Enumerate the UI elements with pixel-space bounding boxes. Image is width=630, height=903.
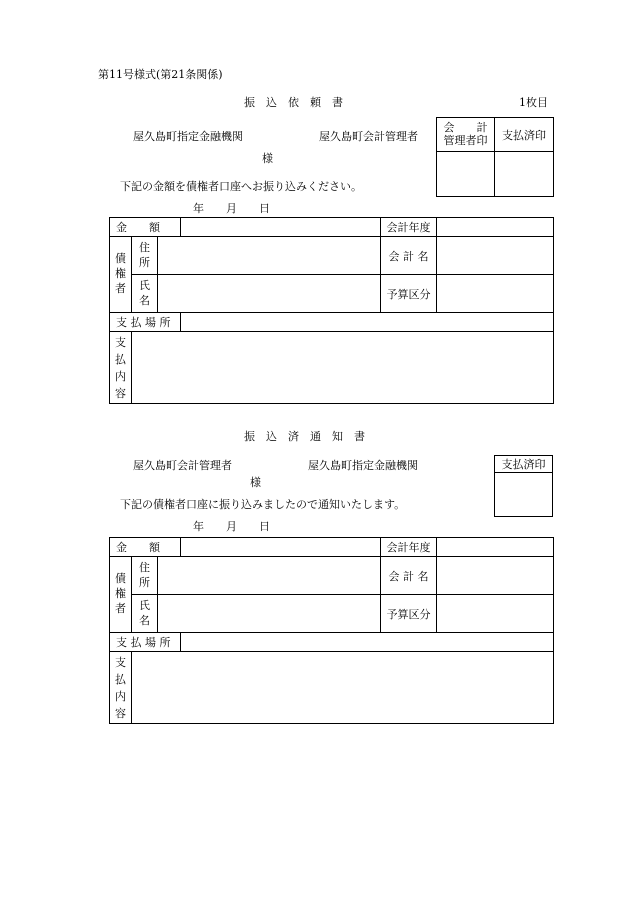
notice-account-name-label: 会 計 名 — [381, 557, 437, 595]
request-sender-manager: 屋久島町会計管理者 — [319, 130, 418, 143]
notice-amount-label: 金 額 — [110, 538, 181, 557]
name-field[interactable] — [158, 275, 381, 313]
form-number: 第11号様式(第21条関係) — [98, 68, 223, 81]
notice-fiscal-year-label: 会計年度 — [381, 538, 437, 557]
amount-label: 金 額 — [110, 218, 181, 237]
amount-field[interactable] — [181, 218, 381, 237]
account-name-field[interactable] — [437, 237, 554, 275]
notice-sender-bank: 屋久島町指定金融機関 — [308, 459, 418, 472]
request-body-text: 下記の金額を債権者口座へお振り込みください。 — [120, 180, 362, 193]
notice-honorific: 様 — [250, 476, 261, 489]
notice-budget-class-label: 予算区分 — [381, 595, 437, 633]
request-stamp-boxes — [436, 117, 554, 197]
notice-detail-table — [109, 537, 554, 724]
fiscal-year-label: 会計年度 — [381, 218, 437, 237]
notice-addressee-manager: 屋久島町会計管理者 — [133, 459, 232, 472]
address-field[interactable] — [158, 237, 381, 275]
notice-amount-field[interactable] — [181, 538, 381, 557]
request-title: 振 込 依 頼 書 — [244, 96, 343, 109]
request-paid-seal-label: 支払済印 — [495, 118, 554, 152]
notice-name-field[interactable] — [158, 595, 381, 633]
request-addressee-bank: 屋久島町指定金融機関 — [133, 130, 243, 143]
payment-content-field[interactable] — [132, 332, 554, 404]
notice-body-text: 下記の債権者口座に振り込みましたので通知いたします。 — [120, 498, 406, 511]
notice-title: 振 込 済 通 知 書 — [244, 430, 365, 443]
accounting-manager-seal-box[interactable] — [437, 152, 495, 197]
request-date: 年 月 日 — [193, 202, 270, 215]
notice-address-field[interactable] — [158, 557, 381, 595]
notice-payment-place-label: 支 払 場 所 — [110, 633, 181, 652]
notice-payment-content-field[interactable] — [132, 652, 554, 724]
payment-content-label: 支 払 内 容 — [110, 332, 132, 404]
notice-account-name-field[interactable] — [437, 557, 554, 595]
name-label: 氏 名 — [132, 275, 158, 313]
notice-paid-seal-box[interactable] — [495, 473, 553, 517]
notice-name-label: 氏 名 — [132, 595, 158, 633]
notice-fiscal-year-field[interactable] — [437, 538, 554, 557]
request-honorific: 様 — [262, 152, 273, 165]
notice-address-label: 住 所 — [132, 557, 158, 595]
accounting-manager-seal-text: 会 計 管理者印 — [443, 120, 488, 147]
sheet-count: 1枚目 — [519, 96, 548, 109]
notice-payment-content-label: 支 払 内 容 — [110, 652, 132, 724]
notice-budget-class-field[interactable] — [437, 595, 554, 633]
notice-payment-place-field[interactable] — [181, 633, 554, 652]
request-paid-seal-box[interactable] — [495, 152, 554, 197]
fiscal-year-field[interactable] — [437, 218, 554, 237]
account-name-label: 会 計 名 — [381, 237, 437, 275]
budget-class-field[interactable] — [437, 275, 554, 313]
request-detail-table — [109, 217, 554, 404]
notice-stamp-box — [494, 455, 553, 517]
address-label: 住 所 — [132, 237, 158, 275]
notice-paid-seal-label: 支払済印 — [495, 456, 553, 473]
payment-place-field[interactable] — [181, 313, 554, 332]
budget-class-label: 予算区分 — [381, 275, 437, 313]
notice-date: 年 月 日 — [193, 520, 270, 533]
notice-creditor-label: 債 権 者 — [110, 557, 132, 633]
accounting-manager-seal-label — [437, 118, 495, 152]
creditor-label: 債 権 者 — [110, 237, 132, 313]
payment-place-label: 支 払 場 所 — [110, 313, 181, 332]
